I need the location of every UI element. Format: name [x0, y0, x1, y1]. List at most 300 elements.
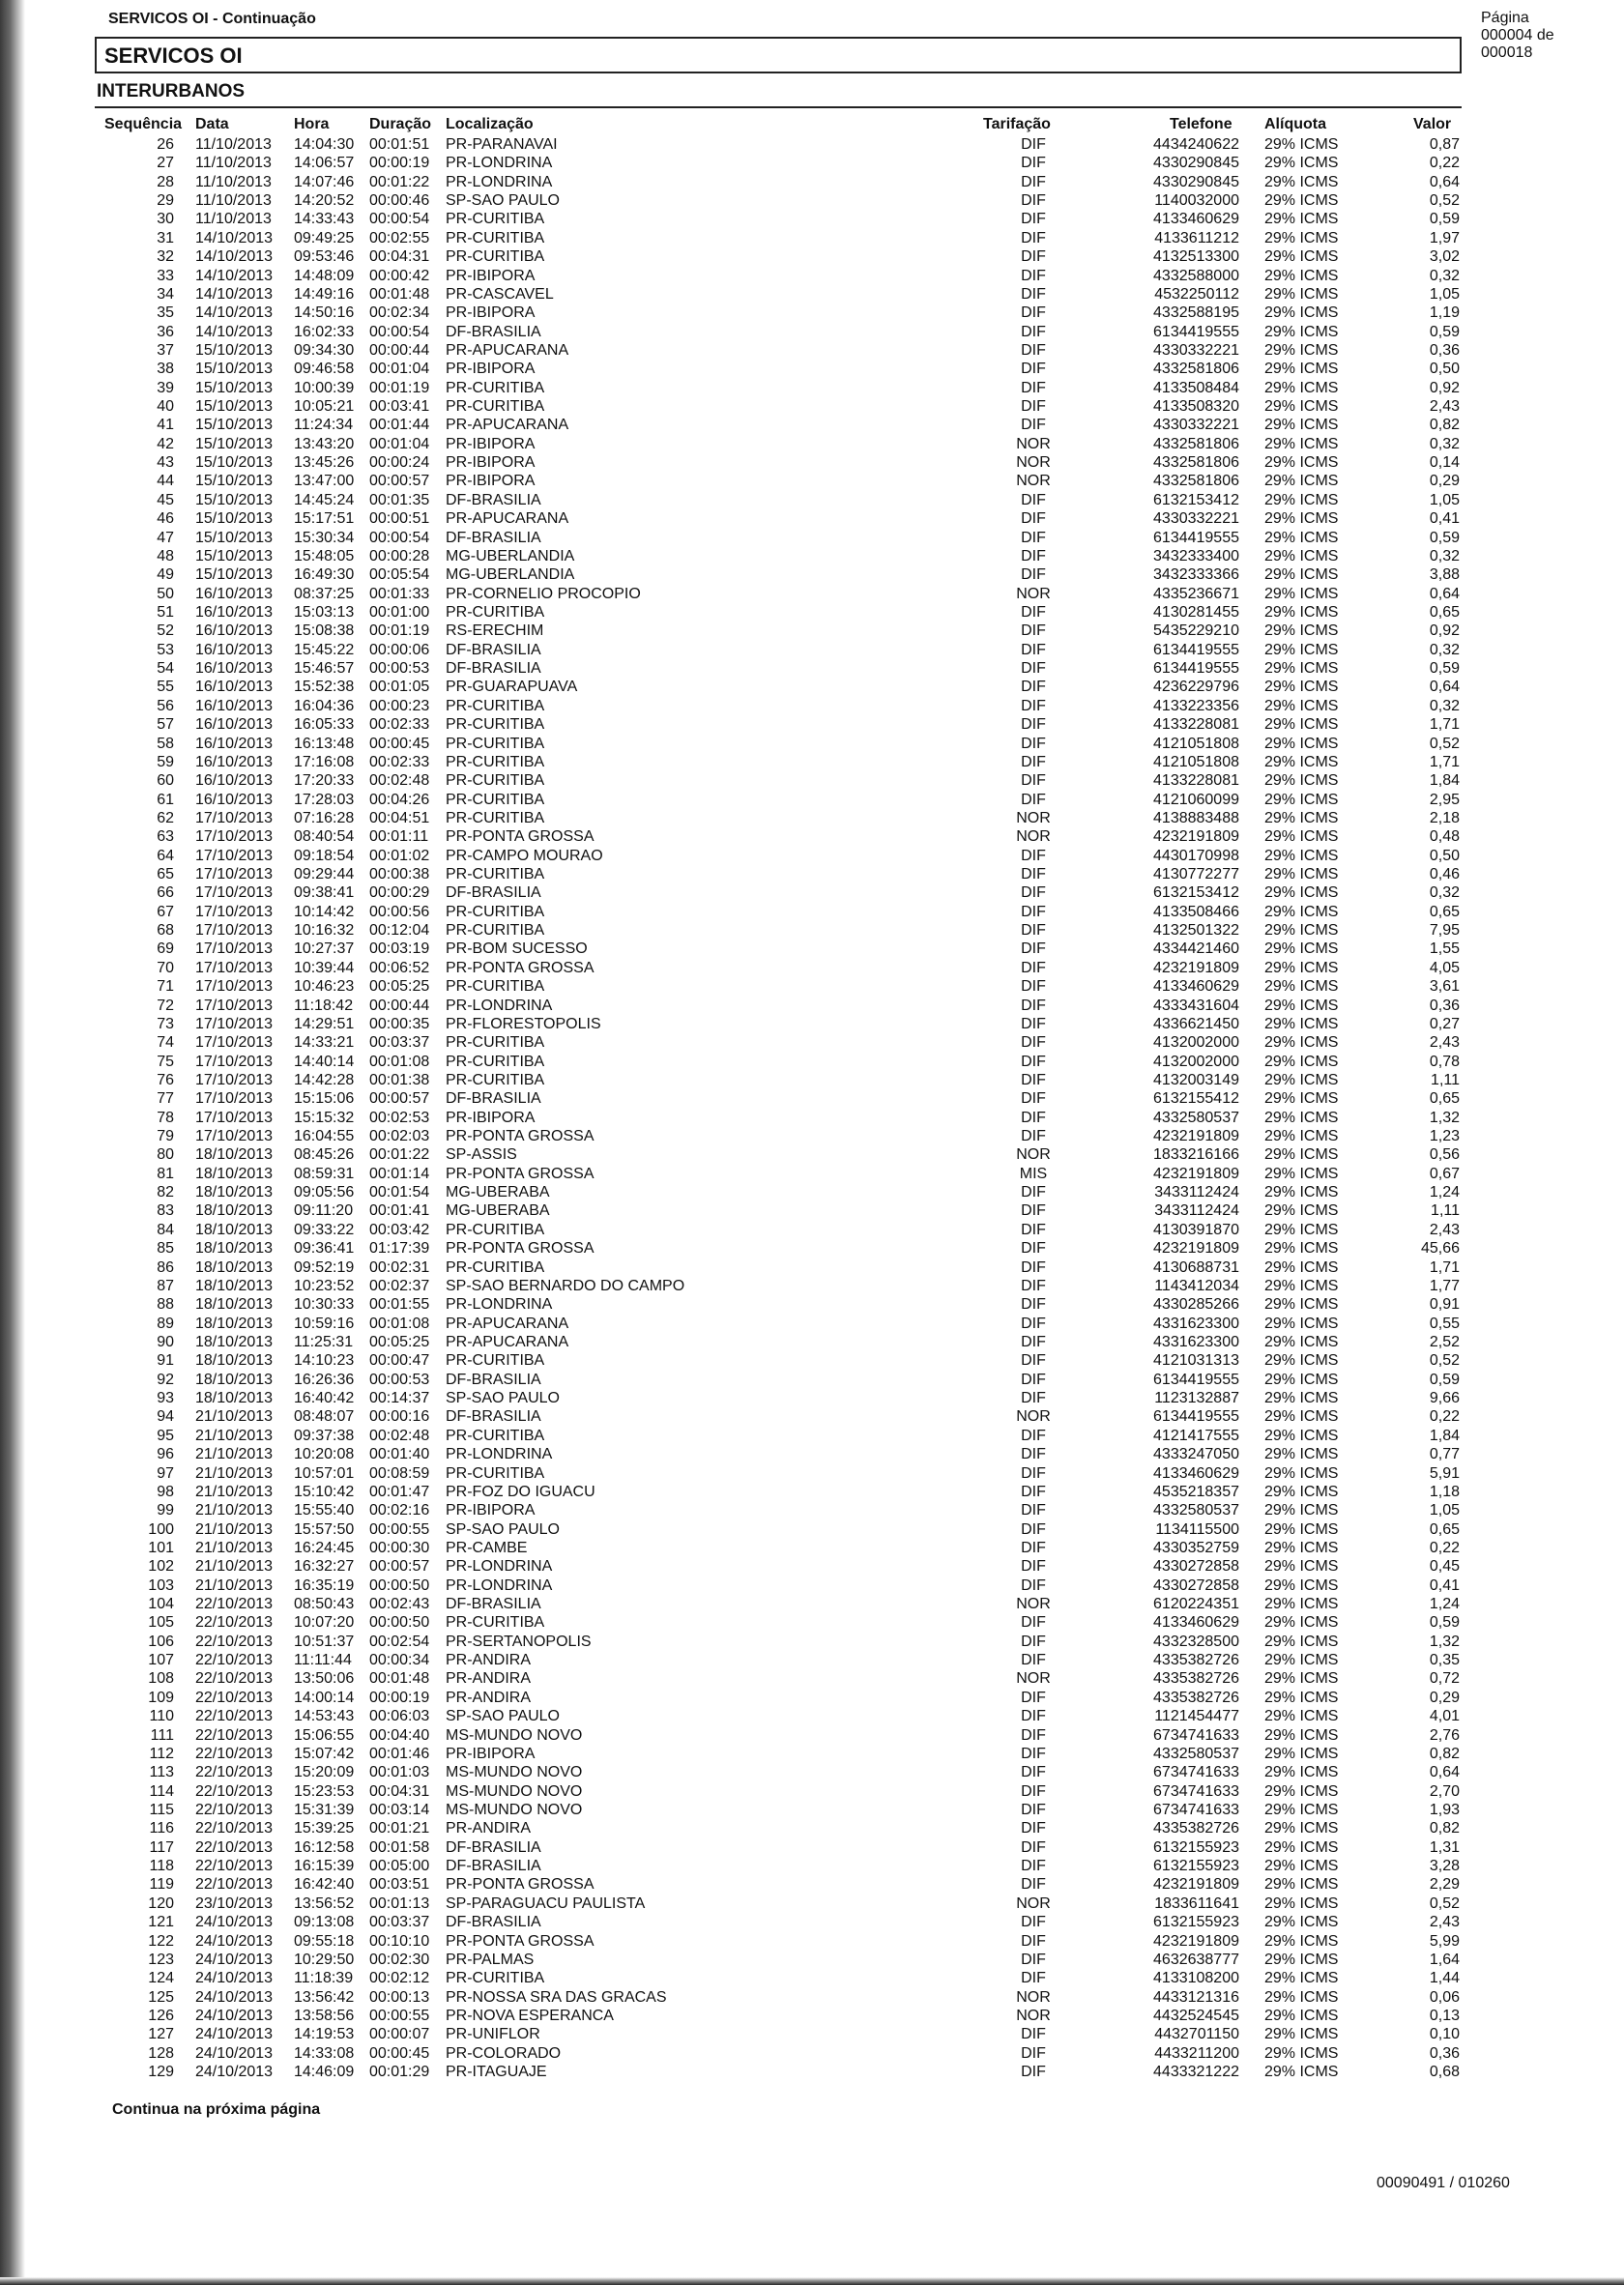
cell-aliquota: 29% ICMS	[1264, 1539, 1339, 1556]
cell-telefone: 4332588000	[1153, 267, 1239, 284]
cell-sequencia: 84	[157, 1221, 174, 1238]
cell-localizacao: DF-BRASILIA	[446, 1408, 541, 1426]
cell-data: 21/10/2013	[195, 1464, 274, 1482]
cell-data: 18/10/2013	[195, 1146, 274, 1164]
cell-tarifacao: DIF	[1021, 1090, 1046, 1108]
cell-tarifacao: NOR	[1016, 435, 1051, 452]
table-row	[0, 267, 1624, 285]
cell-sequencia: 118	[149, 1858, 174, 1875]
cell-valor: 0,36	[1429, 2044, 1460, 2062]
cell-data: 18/10/2013	[195, 1315, 274, 1332]
table-row	[0, 285, 1624, 304]
cell-hora: 15:20:09	[294, 1764, 355, 1781]
cell-aliquota: 29% ICMS	[1264, 1838, 1339, 1856]
cell-duracao: 00:00:23	[369, 697, 430, 714]
cell-tarifacao: DIF	[1021, 884, 1046, 902]
cell-duracao: 00:00:07	[369, 2026, 430, 2043]
cell-valor: 1,32	[1429, 1109, 1460, 1126]
cell-localizacao: PR-PONTA GROSSA	[446, 828, 594, 846]
cell-sequencia: 37	[157, 341, 174, 359]
cell-aliquota: 29% ICMS	[1264, 809, 1339, 826]
table-row	[0, 1819, 1624, 1837]
cell-hora: 08:59:31	[294, 1165, 355, 1182]
cell-duracao: 00:00:42	[369, 267, 430, 284]
cell-sequencia: 103	[148, 1576, 174, 1594]
cell-sequencia: 43	[157, 454, 174, 472]
cell-tarifacao: DIF	[1021, 1614, 1046, 1632]
cell-valor: 0,50	[1429, 361, 1460, 378]
cell-valor: 1,84	[1429, 1427, 1460, 1444]
cell-hora: 14:04:30	[294, 136, 355, 153]
cell-localizacao: MS-MUNDO NOVO	[446, 1726, 583, 1744]
cell-valor: 3,02	[1429, 248, 1460, 266]
cell-data: 22/10/2013	[195, 1596, 274, 1613]
cell-telefone: 4133228081	[1153, 772, 1239, 790]
cell-hora: 14:45:24	[294, 491, 355, 508]
cell-localizacao: PR-CURITIBA	[446, 1614, 545, 1632]
cell-telefone: 4133108200	[1153, 1970, 1239, 1987]
cell-telefone: 1833216166	[1153, 1146, 1239, 1164]
cell-aliquota: 29% ICMS	[1264, 1782, 1339, 1800]
cell-data: 18/10/2013	[195, 1334, 274, 1350]
cell-data: 24/10/2013	[195, 1951, 274, 1968]
cell-hora: 10:20:08	[294, 1446, 355, 1463]
cell-valor: 0,64	[1429, 1764, 1460, 1781]
cell-telefone: 4133508320	[1153, 398, 1239, 416]
cell-valor: 1,23	[1429, 1128, 1460, 1145]
cell-sequencia: 44	[157, 473, 174, 490]
cell-hora: 09:33:22	[294, 1221, 355, 1238]
continue-note: Continua na próxima página	[112, 2101, 321, 2118]
cell-localizacao: SP-SAO BERNARDO DO CAMPO	[446, 1277, 685, 1294]
table-row	[0, 154, 1624, 172]
cell-valor: 0,50	[1429, 847, 1460, 864]
cell-tarifacao: DIF	[1021, 940, 1046, 958]
cell-hora: 15:15:06	[294, 1090, 355, 1108]
cell-telefone: 4632638777	[1153, 1951, 1239, 1968]
cell-valor: 1,19	[1429, 304, 1460, 322]
cell-data: 17/10/2013	[195, 847, 274, 864]
cell-localizacao: PR-CURITIBA	[446, 1352, 545, 1370]
cell-telefone: 1833611641	[1154, 1895, 1239, 1912]
cell-data: 18/10/2013	[195, 1240, 274, 1258]
cell-duracao: 00:01:38	[369, 1071, 430, 1088]
cell-sequencia: 77	[157, 1090, 174, 1108]
cell-data: 15/10/2013	[195, 566, 274, 584]
page-number: 000004 de	[1481, 27, 1554, 43]
cell-telefone: 4232191809	[1153, 959, 1239, 976]
cell-valor: 0,68	[1429, 2064, 1460, 2081]
cell-valor: 0,29	[1429, 473, 1460, 490]
cell-telefone: 1143412034	[1154, 1277, 1239, 1294]
cell-telefone: 6734741633	[1153, 1782, 1239, 1800]
cell-hora: 08:48:07	[294, 1408, 355, 1426]
cell-duracao: 00:00:54	[369, 323, 430, 340]
cell-aliquota: 29% ICMS	[1264, 697, 1339, 714]
cell-sequencia: 97	[157, 1464, 174, 1482]
cell-sequencia: 85	[157, 1240, 174, 1258]
cell-telefone: 4331623300	[1153, 1334, 1239, 1350]
cell-localizacao: PR-UNIFLOR	[446, 2026, 540, 2043]
cell-valor: 0,91	[1429, 1296, 1460, 1314]
cell-tarifacao: DIF	[1021, 192, 1046, 210]
cell-tarifacao: DIF	[1021, 136, 1046, 153]
cell-hora: 14:53:43	[294, 1708, 355, 1725]
header-valor: Valor	[1413, 116, 1452, 132]
cell-localizacao: PR-COLORADO	[446, 2044, 562, 2062]
cell-data: 11/10/2013	[195, 211, 272, 228]
cell-hora: 17:20:33	[294, 772, 355, 790]
cell-localizacao: MS-MUNDO NOVO	[446, 1782, 583, 1800]
cell-hora: 10:00:39	[294, 379, 355, 396]
cell-data: 17/10/2013	[195, 1090, 274, 1108]
cell-sequencia: 93	[157, 1390, 174, 1407]
cell-duracao: 00:00:19	[369, 1689, 430, 1706]
cell-aliquota: 29% ICMS	[1264, 2064, 1339, 2081]
cell-valor: 0,82	[1429, 1745, 1460, 1762]
cell-telefone: 3433112424	[1154, 1202, 1239, 1220]
cell-localizacao: PR-LONDRINA	[446, 1446, 553, 1463]
cell-telefone: 4133508466	[1153, 903, 1239, 920]
cell-tarifacao: DIF	[1021, 417, 1046, 434]
cell-valor: 0,32	[1429, 267, 1460, 284]
table-row	[0, 1071, 1624, 1089]
cell-telefone: 4232191809	[1153, 1932, 1239, 1950]
table-row	[0, 1875, 1624, 1894]
cell-telefone: 6132155923	[1153, 1858, 1239, 1875]
cell-telefone: 4121031313	[1153, 1352, 1239, 1370]
cell-localizacao: DF-BRASILIA	[446, 491, 541, 508]
cell-hora: 09:49:25	[294, 229, 355, 246]
cell-hora: 11:18:42	[294, 997, 354, 1014]
cell-hora: 10:14:42	[294, 903, 355, 920]
cell-duracao: 00:04:31	[369, 1782, 430, 1800]
cell-tarifacao: DIF	[1021, 1334, 1046, 1350]
cell-aliquota: 29% ICMS	[1264, 1801, 1339, 1818]
cell-sequencia: 56	[157, 697, 174, 714]
cell-aliquota: 29% ICMS	[1264, 248, 1339, 266]
cell-telefone: 4121417555	[1153, 1427, 1239, 1444]
cell-valor: 0,32	[1429, 641, 1460, 658]
cell-localizacao: MG-UBERABA	[446, 1202, 550, 1220]
cell-duracao: 00:02:16	[369, 1502, 430, 1519]
cell-valor: 0,32	[1429, 884, 1460, 902]
cell-localizacao: PR-CURITIBA	[446, 716, 545, 734]
cell-telefone: 1121454477	[1154, 1708, 1239, 1725]
cell-hora: 15:45:22	[294, 641, 355, 658]
cell-localizacao: PR-PONTA GROSSA	[446, 1165, 594, 1182]
cell-sequencia: 86	[157, 1258, 174, 1276]
cell-aliquota: 29% ICMS	[1264, 341, 1339, 359]
cell-hora: 10:05:21	[294, 398, 355, 416]
cell-sequencia: 113	[149, 1764, 174, 1781]
cell-valor: 0,59	[1429, 1371, 1460, 1388]
cell-hora: 14:33:08	[294, 2044, 355, 2062]
cell-sequencia: 31	[157, 229, 174, 246]
cell-duracao: 00:06:52	[369, 959, 430, 976]
cell-data: 24/10/2013	[195, 2007, 274, 2024]
cell-duracao: 00:01:04	[369, 361, 430, 378]
cell-aliquota: 29% ICMS	[1264, 641, 1339, 658]
cell-telefone: 6134419555	[1153, 529, 1239, 546]
page-total: 000018	[1481, 44, 1533, 61]
cell-data: 17/10/2013	[195, 1015, 274, 1032]
cell-hora: 15:07:42	[294, 1745, 355, 1762]
cell-telefone: 4330272858	[1153, 1558, 1239, 1576]
table-row	[0, 1969, 1624, 1987]
cell-duracao: 00:01:44	[369, 417, 430, 434]
cell-localizacao: PR-CASCAVEL	[446, 285, 554, 303]
cell-telefone: 4330290845	[1153, 155, 1239, 172]
cell-hora: 10:51:37	[294, 1633, 355, 1650]
cell-tarifacao: DIF	[1021, 1652, 1046, 1669]
cell-hora: 13:43:20	[294, 435, 355, 452]
cell-data: 17/10/2013	[195, 884, 274, 902]
cell-aliquota: 29% ICMS	[1264, 1633, 1339, 1650]
cell-tarifacao: DIF	[1021, 1427, 1046, 1444]
cell-tarifacao: NOR	[1016, 828, 1051, 846]
table-row	[0, 1464, 1624, 1483]
cell-telefone: 6734741633	[1153, 1726, 1239, 1744]
cell-duracao: 00:01:03	[369, 1764, 430, 1781]
cell-aliquota: 29% ICMS	[1264, 566, 1339, 584]
cell-telefone: 4132513300	[1153, 248, 1239, 266]
cell-duracao: 00:00:54	[369, 211, 430, 228]
cell-sequencia: 66	[157, 884, 174, 902]
cell-sequencia: 26	[157, 136, 174, 153]
table-row	[0, 247, 1624, 266]
cell-hora: 14:00:14	[294, 1689, 355, 1706]
cell-data: 22/10/2013	[195, 1670, 274, 1688]
table-row	[0, 547, 1624, 565]
cell-sequencia: 38	[157, 361, 174, 378]
cell-aliquota: 29% ICMS	[1264, 1970, 1339, 1987]
cell-sequencia: 114	[149, 1782, 174, 1800]
table-row	[0, 1539, 1624, 1557]
cell-localizacao: PR-GUARAPUAVA	[446, 679, 578, 696]
cell-sequencia: 83	[157, 1202, 174, 1220]
cell-telefone: 4130772277	[1153, 866, 1239, 883]
cell-sequencia: 119	[149, 1876, 174, 1894]
cell-aliquota: 29% ICMS	[1264, 978, 1339, 996]
cell-localizacao: PR-CURITIBA	[446, 735, 545, 752]
cell-valor: 2,43	[1429, 1221, 1460, 1238]
cell-hora: 15:06:55	[294, 1726, 355, 1744]
cell-telefone: 1123132887	[1154, 1390, 1239, 1407]
cell-data: 18/10/2013	[195, 1352, 274, 1370]
cell-data: 24/10/2013	[195, 2044, 274, 2062]
table-row	[0, 940, 1624, 958]
cell-valor: 0,52	[1429, 1352, 1460, 1370]
cell-telefone: 4133508484	[1153, 379, 1239, 396]
cell-sequencia: 70	[157, 959, 174, 976]
cell-valor: 4,05	[1429, 959, 1460, 976]
cell-data: 22/10/2013	[195, 1876, 274, 1894]
cell-sequencia: 64	[157, 847, 174, 864]
cell-data: 22/10/2013	[195, 1726, 274, 1744]
cell-telefone: 4335382726	[1153, 1689, 1239, 1706]
table-row	[0, 1745, 1624, 1763]
cell-valor: 0,13	[1429, 2007, 1460, 2024]
cell-valor: 1,18	[1429, 1483, 1460, 1500]
table-row	[0, 1371, 1624, 1389]
cell-telefone: 6132155923	[1153, 1914, 1239, 1931]
cell-duracao: 00:01:19	[369, 622, 430, 640]
cell-sequencia: 57	[157, 716, 174, 734]
cell-valor: 0,14	[1429, 454, 1460, 472]
cell-aliquota: 29% ICMS	[1264, 903, 1339, 920]
cell-aliquota: 29% ICMS	[1264, 1371, 1339, 1388]
table-row	[0, 603, 1624, 622]
cell-sequencia: 89	[157, 1315, 174, 1332]
cell-data: 24/10/2013	[195, 1932, 274, 1950]
cell-telefone: 4335382726	[1153, 1820, 1239, 1837]
cell-duracao: 00:01:04	[369, 435, 430, 452]
cell-aliquota: 29% ICMS	[1264, 1745, 1339, 1762]
cell-duracao: 00:00:13	[369, 1988, 430, 2006]
cell-tarifacao: DIF	[1021, 323, 1046, 340]
cell-localizacao: SP-SAO PAULO	[446, 1708, 560, 1725]
cell-localizacao: PR-CAMPO MOURAO	[446, 847, 603, 864]
cell-aliquota: 29% ICMS	[1264, 1596, 1339, 1613]
cell-tarifacao: NOR	[1016, 809, 1051, 826]
cell-aliquota: 29% ICMS	[1264, 1708, 1339, 1725]
cell-telefone: 4334421460	[1153, 940, 1239, 958]
cell-localizacao: PR-IBIPORA	[446, 267, 536, 284]
header-duracao: Duração	[369, 116, 432, 132]
cell-duracao: 01:17:39	[369, 1240, 430, 1258]
cell-hora: 10:29:50	[294, 1951, 355, 1968]
cell-aliquota: 29% ICMS	[1264, 1296, 1339, 1314]
cell-data: 22/10/2013	[195, 1820, 274, 1837]
cell-data: 21/10/2013	[195, 1539, 274, 1556]
cell-telefone: 4236229796	[1153, 679, 1239, 696]
cell-hora: 09:37:38	[294, 1427, 355, 1444]
cell-localizacao: RS-ERECHIM	[446, 622, 544, 640]
cell-sequencia: 87	[157, 1277, 174, 1294]
cell-duracao: 00:00:38	[369, 866, 430, 883]
cell-valor: 1,05	[1429, 1502, 1460, 1519]
cell-tarifacao: DIF	[1021, 1708, 1046, 1725]
cell-telefone: 4232191809	[1153, 1165, 1239, 1182]
cell-aliquota: 29% ICMS	[1264, 2044, 1339, 2062]
cell-hora: 09:52:19	[294, 1258, 355, 1276]
cell-telefone: 6134419555	[1153, 641, 1239, 658]
cell-hora: 08:37:25	[294, 585, 355, 602]
cell-hora: 15:17:51	[294, 510, 355, 528]
cell-duracao: 00:04:26	[369, 791, 430, 808]
cell-valor: 2,29	[1429, 1876, 1460, 1894]
cell-localizacao: SP-SAO PAULO	[446, 192, 560, 210]
table-row	[0, 1239, 1624, 1258]
cell-sequencia: 123	[148, 1951, 174, 1968]
table-row	[0, 1109, 1624, 1127]
table-row	[0, 1127, 1624, 1145]
cell-aliquota: 29% ICMS	[1264, 361, 1339, 378]
cell-hora: 15:23:53	[294, 1782, 355, 1800]
cell-valor: 3,88	[1429, 566, 1460, 584]
cell-duracao: 00:00:56	[369, 903, 430, 920]
table-row	[0, 2044, 1624, 2063]
table-row	[0, 959, 1624, 977]
cell-telefone: 4121051808	[1153, 735, 1239, 752]
cell-tarifacao: DIF	[1021, 1296, 1046, 1314]
table-row	[0, 1295, 1624, 1314]
cell-duracao: 00:00:53	[369, 660, 430, 678]
cell-sequencia: 98	[157, 1483, 174, 1500]
cell-data: 15/10/2013	[195, 510, 274, 528]
cell-hora: 16:04:36	[294, 697, 355, 714]
cell-valor: 1,32	[1429, 1633, 1460, 1650]
cell-telefone: 4130391870	[1153, 1221, 1239, 1238]
table-row	[0, 2025, 1624, 2043]
cell-data: 15/10/2013	[195, 379, 274, 396]
cell-sequencia: 53	[157, 641, 174, 658]
cell-localizacao: PR-CURITIBA	[446, 791, 545, 808]
cell-sequencia: 74	[157, 1034, 174, 1052]
cell-tarifacao: DIF	[1021, 1128, 1046, 1145]
cell-sequencia: 45	[157, 491, 174, 508]
cell-data: 21/10/2013	[195, 1558, 274, 1576]
cell-data: 11/10/2013	[195, 155, 272, 172]
cell-sequencia: 51	[157, 603, 174, 621]
cell-duracao: 00:02:30	[369, 1951, 430, 1968]
cell-data: 15/10/2013	[195, 361, 274, 378]
cell-sequencia: 49	[157, 566, 174, 584]
cell-sequencia: 65	[157, 866, 174, 883]
cell-valor: 2,76	[1429, 1726, 1460, 1744]
cell-sequencia: 115	[149, 1801, 174, 1818]
table-row	[0, 191, 1624, 210]
cell-localizacao: PR-PONTA GROSSA	[446, 1932, 594, 1950]
cell-telefone: 4132003149	[1153, 1071, 1239, 1088]
cell-valor: 1,97	[1429, 229, 1460, 246]
cell-duracao: 00:00:54	[369, 529, 430, 546]
cell-valor: 0,29	[1429, 1689, 1460, 1706]
cell-tarifacao: DIF	[1021, 510, 1046, 528]
cell-hora: 14:40:14	[294, 1053, 355, 1070]
cell-telefone: 4434240622	[1153, 136, 1239, 153]
cell-valor: 0,41	[1429, 1576, 1460, 1594]
cell-localizacao: PR-LONDRINA	[446, 997, 553, 1014]
cell-localizacao: PR-IBIPORA	[446, 361, 536, 378]
table-row	[0, 1689, 1624, 1707]
table-row	[0, 883, 1624, 902]
cell-data: 15/10/2013	[195, 473, 274, 490]
cell-telefone: 4138883488	[1153, 809, 1239, 826]
cell-localizacao: DF-BRASILIA	[446, 1914, 541, 1931]
cell-duracao: 00:05:54	[369, 566, 430, 584]
cell-duracao: 00:01:08	[369, 1053, 430, 1070]
table-row	[0, 435, 1624, 453]
table-row	[0, 1782, 1624, 1801]
cell-hora: 16:32:27	[294, 1558, 355, 1576]
table-row	[0, 809, 1624, 827]
cell-tarifacao: DIF	[1021, 959, 1046, 976]
cell-valor: 0,32	[1429, 547, 1460, 564]
cell-valor: 0,67	[1429, 1165, 1460, 1182]
cell-localizacao: PR-LONDRINA	[446, 155, 553, 172]
cell-duracao: 00:02:54	[369, 1633, 430, 1650]
cell-valor: 0,92	[1429, 622, 1460, 640]
table-row	[0, 323, 1624, 341]
cell-hora: 09:36:41	[294, 1240, 355, 1258]
cell-aliquota: 29% ICMS	[1264, 1764, 1339, 1781]
cell-localizacao: SP-SAO PAULO	[446, 1520, 560, 1538]
table-row	[0, 1707, 1624, 1725]
cell-hora: 16:24:45	[294, 1539, 355, 1556]
cell-duracao: 00:02:53	[369, 1109, 430, 1126]
